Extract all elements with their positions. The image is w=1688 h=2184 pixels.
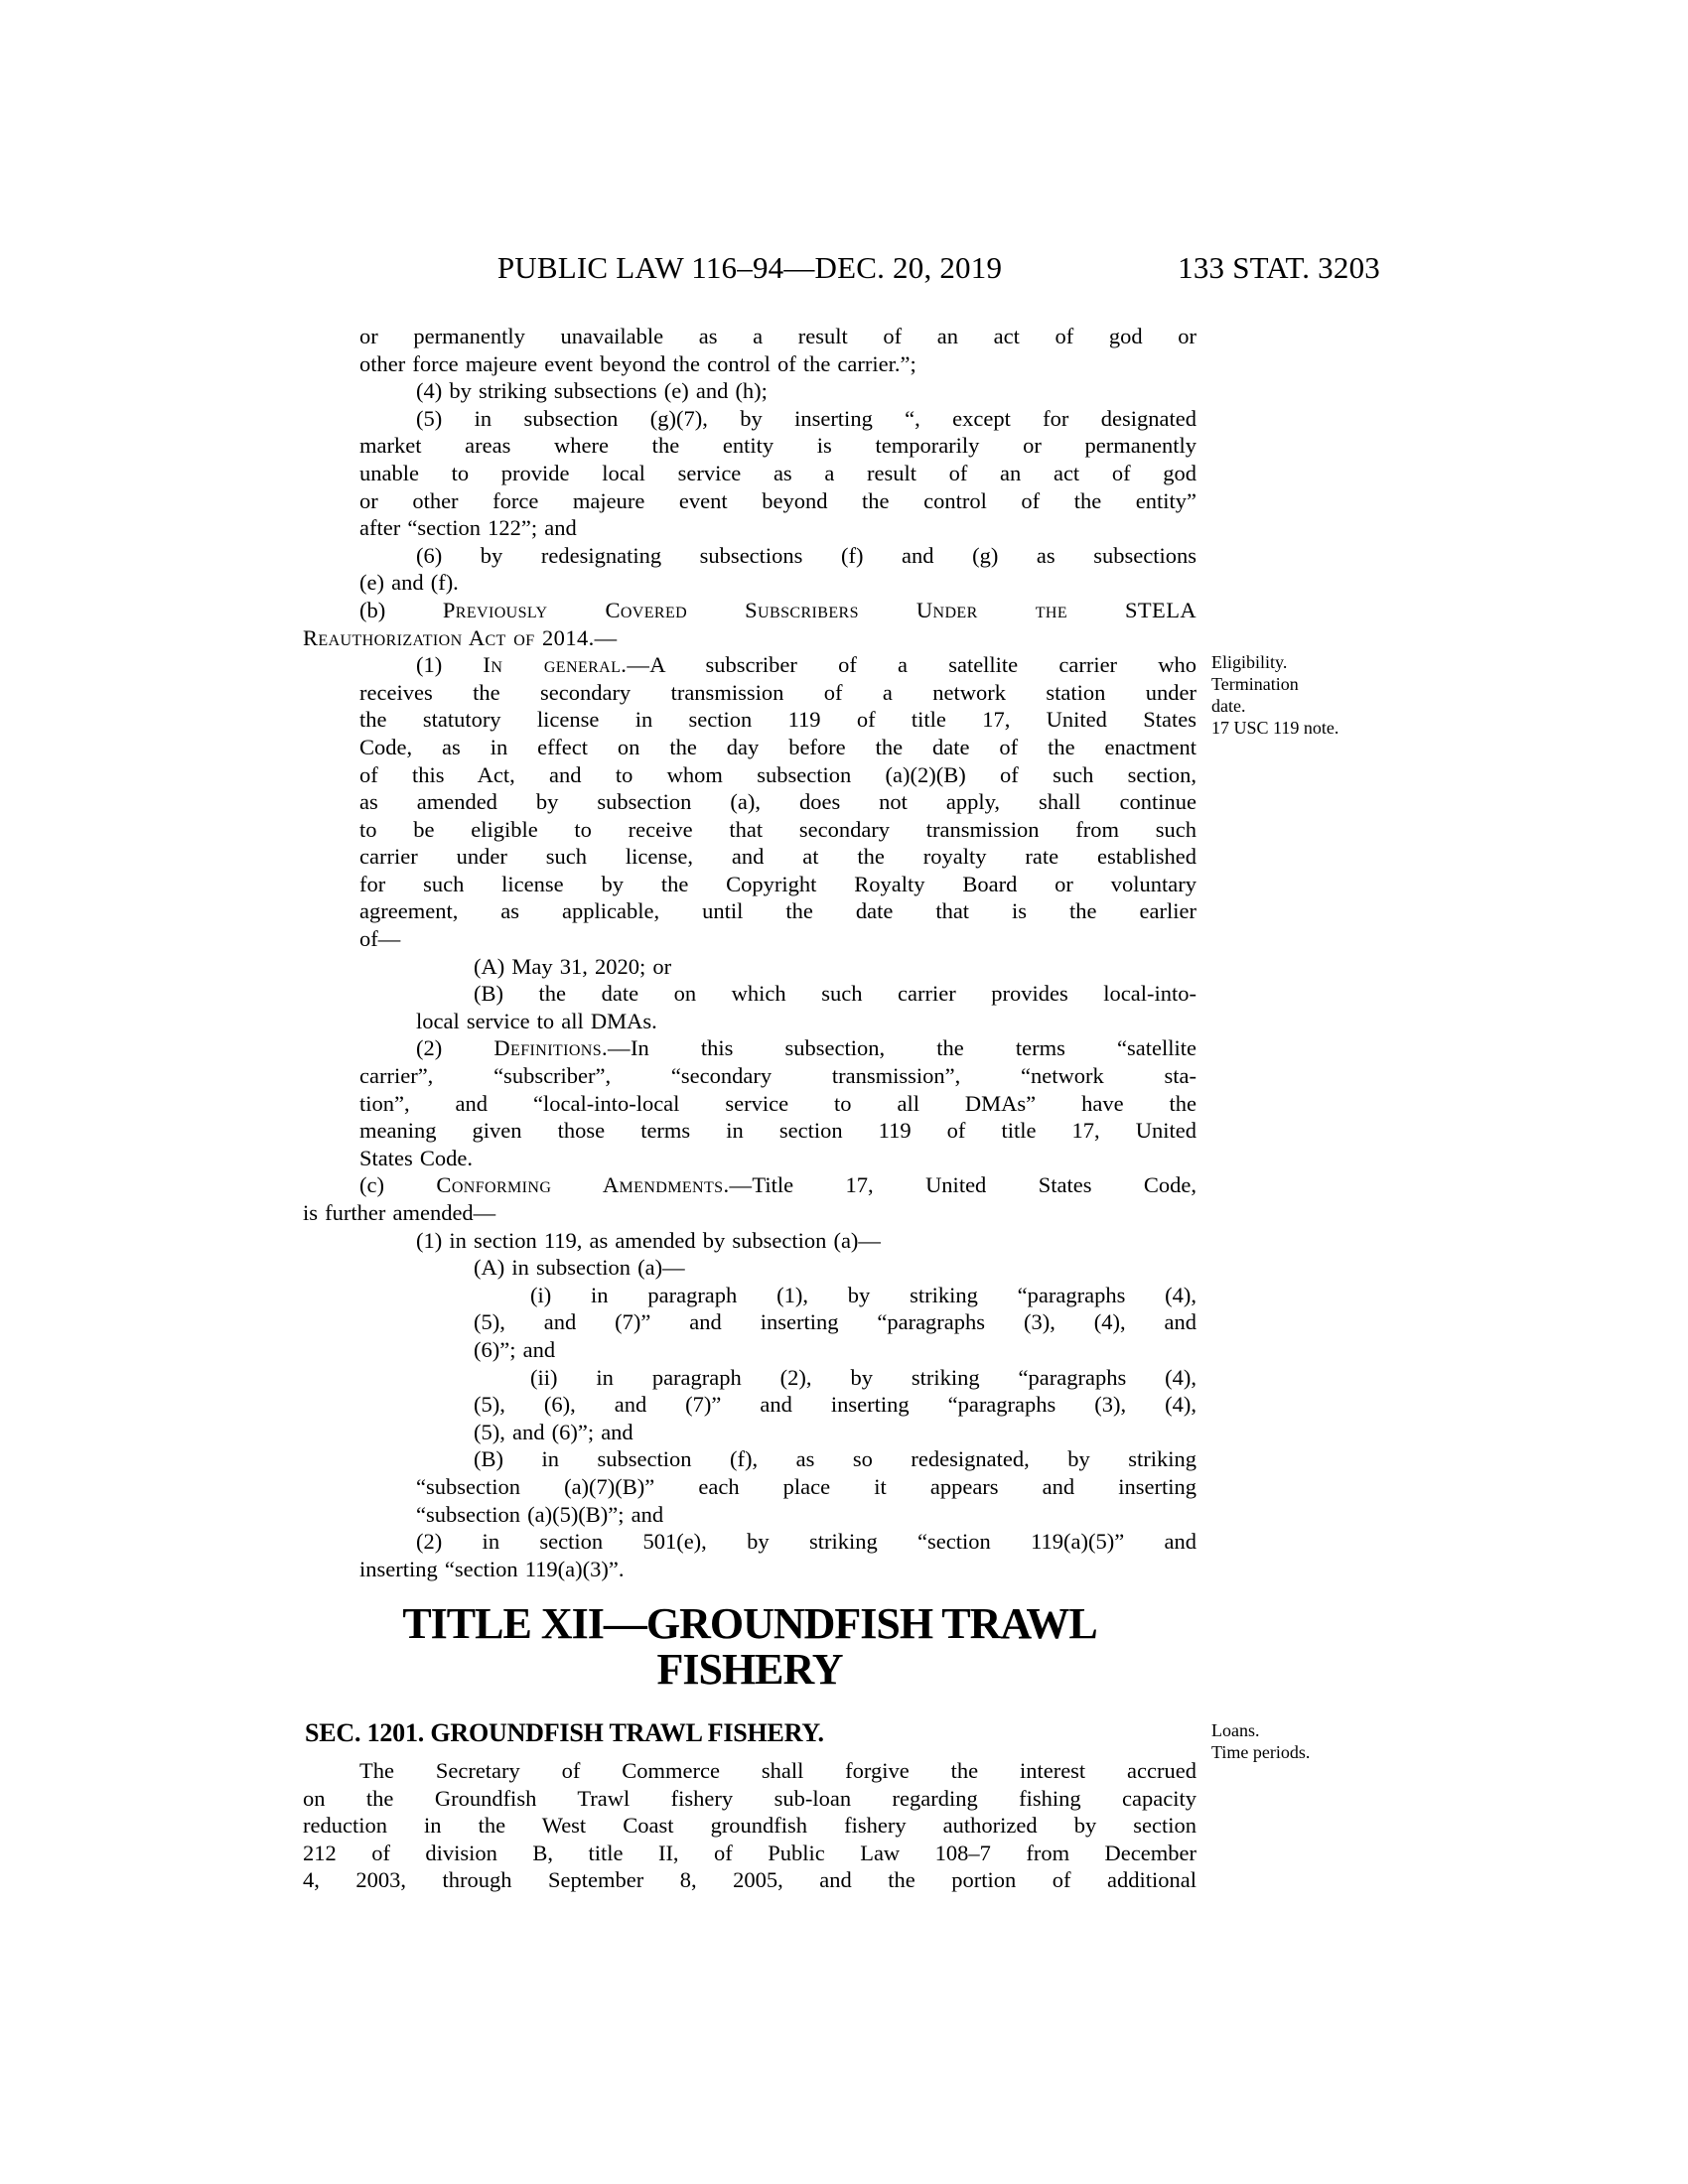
text-run: (B) in subsection (f), as so redesignated, by striking — [474, 1446, 1196, 1472]
text-line — [303, 1840, 1196, 1867]
text-line — [303, 1445, 1196, 1473]
text-run: inserting “section 119(a)(3)”. — [359, 1556, 625, 1581]
small-caps-run: Previously Covered Subscribers Under the STELA — [442, 597, 1196, 622]
header-stat-number: 133 STAT. 3203 — [1178, 250, 1380, 285]
text-line — [303, 1062, 1196, 1090]
text-run: meaning given those terms in section 119 of title 17, United — [359, 1118, 1196, 1144]
margin-note-line: Time periods. — [1211, 1742, 1311, 1762]
small-caps-run: Reauthorization Act of 2014.— — [303, 624, 618, 650]
text-line — [303, 514, 1196, 542]
text-line — [303, 706, 1196, 734]
text-line — [303, 624, 1196, 652]
text-run: (2) — [416, 1035, 494, 1061]
text-run: Title 17, United States Code, — [752, 1172, 1197, 1198]
margin-note-line: date. — [1211, 696, 1246, 716]
text-run: after “section 122”; and — [359, 515, 577, 541]
text-run: 4, 2003, through September 8, 2005, and the portion of additional — [303, 1867, 1196, 1893]
text-line — [303, 1364, 1196, 1392]
text-line — [303, 651, 1196, 679]
text-run: the statutory license in section 119 of title 17, United States — [359, 707, 1196, 733]
text-line — [303, 1308, 1196, 1336]
text-line — [303, 953, 1196, 981]
running-header — [303, 251, 1380, 287]
text-run: on the Groundfish Trawl fishery sub-loan regarding fishing capacity — [303, 1785, 1196, 1811]
statute-body-column — [303, 323, 1196, 1582]
text-run: 212 of division B, title II, of Public Law 108–7 from December — [303, 1840, 1196, 1865]
title-block — [303, 1601, 1196, 1693]
margin-note-line: Loans. — [1211, 1720, 1260, 1740]
text-run: of this Act, and to whom subsection (a)(2)(B) of such section, — [359, 761, 1196, 787]
text-line — [303, 1282, 1196, 1309]
text-line — [303, 597, 1196, 624]
text-line — [303, 871, 1196, 898]
margin-note-line: Eligibility. — [1211, 652, 1288, 672]
text-run: unable to provide local service as a result of an act of god — [359, 460, 1196, 485]
text-line — [303, 843, 1196, 871]
text-run: Code, as in effect on the day before the date of the enactment — [359, 734, 1196, 759]
text-run: (5), and (6)”; and — [474, 1419, 633, 1444]
header-law-title: PUBLIC LAW 116–94—DEC. 20, 2019 — [496, 250, 1003, 285]
small-caps-run: In general.— — [483, 652, 650, 678]
text-line — [303, 1034, 1196, 1062]
text-run: In this subsection, the terms “satellite — [630, 1035, 1196, 1061]
text-run: or permanently unavailable as a result of an act of god or — [359, 324, 1196, 348]
text-run: reduction in the West Coast groundfish fishery authorized by section — [303, 1813, 1196, 1839]
margin-note-loans — [1211, 1719, 1395, 1763]
text-run: (A) in subsection (a)— — [474, 1255, 685, 1281]
text-line — [303, 487, 1196, 515]
text-line — [303, 1227, 1196, 1255]
text-line — [303, 405, 1196, 433]
text-run: A subscriber of a satellite carrier who — [649, 652, 1196, 678]
text-line — [303, 1171, 1196, 1199]
text-line — [303, 1117, 1196, 1145]
section-paragraph — [303, 1757, 1196, 1894]
title-line-1: TITLE XII—GROUNDFISH TRAWL — [402, 1599, 1097, 1648]
text-run: (c) — [359, 1172, 437, 1198]
text-run: market areas where the entity is temporarily or permanently — [359, 433, 1196, 459]
text-line — [303, 1473, 1196, 1501]
text-run: (A) May 31, 2020; or — [474, 953, 672, 979]
text-run: agreement, as applicable, until the date that is the earlier — [359, 898, 1196, 924]
text-line — [303, 897, 1196, 925]
text-line — [303, 1090, 1196, 1118]
text-line — [303, 734, 1196, 761]
text-line — [303, 816, 1196, 844]
text-run: “subsection (a)(5)(B)”; and — [416, 1501, 664, 1527]
text-line — [303, 1145, 1196, 1172]
text-run: The Secretary of Commerce shall forgive the interest accrued — [359, 1758, 1196, 1783]
text-line — [303, 377, 1196, 405]
text-run: for such license by the Copyright Royalty Board or voluntary — [359, 871, 1196, 896]
text-run: (1) in section 119, as amended by subsection (a)— — [416, 1227, 881, 1253]
text-line — [303, 679, 1196, 707]
text-line — [303, 323, 1196, 350]
text-line — [303, 1501, 1196, 1529]
text-run: States Code. — [359, 1145, 473, 1170]
text-line — [303, 1254, 1196, 1282]
text-run: (5) in subsection (g)(7), by inserting “, except for designated — [416, 405, 1196, 431]
text-line — [303, 569, 1196, 597]
text-run: (B) the date on which such carrier provides local-into- — [474, 981, 1196, 1007]
text-line — [303, 1391, 1196, 1419]
text-line — [303, 925, 1196, 953]
text-run: (5), and (7)” and inserting “paragraphs (3), (4), and — [474, 1309, 1196, 1335]
text-run: receives the secondary transmission of a network station under — [359, 679, 1196, 705]
text-line — [303, 1008, 1196, 1035]
text-run: carrier under such license, and at the royalty rate established — [359, 844, 1196, 870]
text-run: “subsection (a)(7)(B)” each place it appears and inserting — [416, 1473, 1196, 1499]
text-line — [303, 460, 1196, 487]
text-run: (e) and (f). — [359, 570, 459, 596]
text-run: (ii) in paragraph (2), by striking “paragraphs (4), — [530, 1364, 1196, 1390]
margin-note-eligibility — [1211, 651, 1395, 739]
text-line — [303, 1419, 1196, 1446]
text-line — [303, 788, 1196, 816]
text-line — [303, 1866, 1196, 1894]
text-run: (i) in paragraph (1), by striking “paragraphs (4), — [530, 1282, 1196, 1307]
text-line — [303, 761, 1196, 789]
text-line — [303, 1556, 1196, 1583]
text-run: (b) — [359, 597, 443, 622]
text-run: (6) by redesignating subsections (f) and (g) as subsections — [416, 542, 1196, 568]
margin-note-line: 17 USC 119 note. — [1211, 718, 1339, 738]
text-line — [303, 542, 1196, 570]
text-run: (4) by striking subsections (e) and (h); — [416, 378, 768, 404]
text-run: to be eligible to receive that secondary transmission from such — [359, 816, 1196, 842]
text-line — [303, 1785, 1196, 1813]
text-line — [303, 1199, 1196, 1227]
text-run: local service to all DMAs. — [416, 1008, 657, 1033]
text-line — [303, 1528, 1196, 1556]
text-run: is further amended— — [303, 1200, 496, 1225]
text-line — [303, 1812, 1196, 1840]
text-line — [303, 350, 1196, 378]
text-line — [303, 1336, 1196, 1364]
text-run: or other force majeure event beyond the control of the entity” — [359, 487, 1196, 513]
text-run: (1) — [416, 652, 484, 678]
text-run: other force majeure event beyond the control of the carrier.”; — [359, 350, 916, 376]
text-run: (6)”; and — [474, 1336, 556, 1362]
text-run: of— — [359, 926, 401, 952]
text-run: tion”, and “local-into-local service to all DMAs” have the — [359, 1090, 1196, 1116]
text-line — [303, 980, 1196, 1008]
section-heading: SEC. 1201. GROUNDFISH TRAWL FISHERY. — [305, 1718, 824, 1747]
small-caps-run: Definitions.— — [493, 1035, 631, 1061]
text-run: as amended by subsection (a), does not apply, shall continue — [359, 789, 1196, 815]
margin-note-line: Termination — [1211, 674, 1299, 694]
text-line — [303, 1757, 1196, 1785]
text-run: (5), (6), and (7)” and inserting “paragraphs (3), (4), — [474, 1392, 1196, 1418]
text-run: carrier”, “subscriber”, “secondary transmission”, “network sta- — [359, 1063, 1196, 1089]
text-line — [303, 432, 1196, 460]
small-caps-run: Conforming Amendments.— — [436, 1172, 753, 1198]
title-line-2: FISHERY — [656, 1645, 843, 1694]
text-run: (2) in section 501(e), by striking “section 119(a)(5)” and — [416, 1529, 1196, 1555]
